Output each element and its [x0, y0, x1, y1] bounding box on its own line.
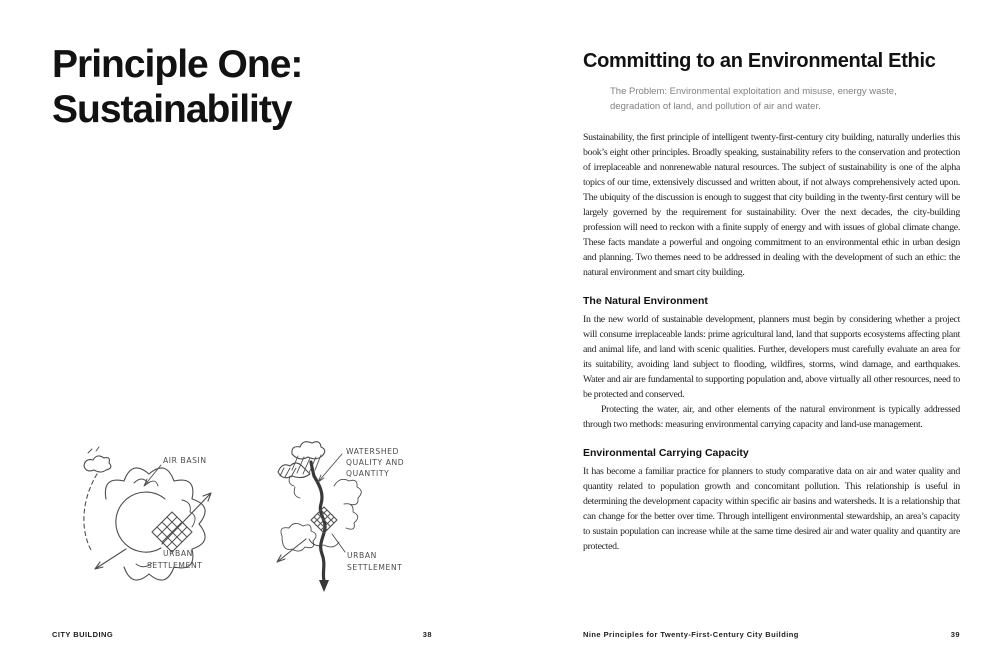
body-text: [583, 130, 960, 554]
paragraph: Protecting the water, air, and other elements of the natural environment is typically addressed through two methods: measuring environmental carrying capacity and land-use management.: [583, 404, 960, 430]
left-page-footer: [52, 630, 432, 639]
cloud-scribble-icon: [84, 447, 111, 472]
air-basin-label: AIR BASIN: [163, 456, 207, 465]
watershed-label-line3: QUANTITY: [346, 469, 390, 478]
right-page-column: [583, 50, 960, 554]
intro-paragraph: Sustainability, the first principle of intelligent twenty-first-century city building, naturally underlies this book’s eight other principles. Broadly speaking, sustainability refers to the conservation and protection of irreplaceable and nonrenewable natural resources. The subject of sustainability is one of the alpha topics of our time, extensively discussed and written about, if not always comprehensively acted upon. The ubiquity of the discussion is enough to suggest that city building in the twenty-first century will be largely governed by the requirement for sustainability. Over the next decades, the city-building profession will need to reckon with a finite supply of energy and with issues of global climate change. These facts mandate a powerful and ongoing commitment to an environmental ethic in urban design and planning. Two themes need to be addressed in dealing with the development of such an ethic: the natural environment and smart city building.: [583, 132, 960, 278]
page-number-left: 38: [422, 630, 432, 639]
urban-settlement-label-line1: URBAN: [347, 551, 377, 560]
southwest-arrow-icon: [95, 549, 126, 569]
dashed-airflow-line: [84, 474, 97, 550]
subheading-carrying-capacity: Environmental Carrying Capacity: [583, 447, 749, 459]
running-title-right: Nine Principles for Twenty-First-Century City Building: [583, 630, 799, 639]
rain-cloud-icon: [292, 442, 325, 474]
air-basin-circle: [116, 492, 165, 552]
problem-statement: The Problem: Environmental exploitation and misuse, energy waste, degradation of land, and pollution of air and water.: [610, 86, 897, 112]
subheading-natural-environment: The Natural Environment: [583, 295, 708, 307]
settlement-pointer-line: [332, 534, 345, 552]
chapter-heading: Committing to an Environmental Ethic: [583, 50, 936, 72]
air-basin-pointer-line: [144, 465, 161, 486]
river-line: [311, 462, 329, 592]
page-title: [52, 42, 302, 132]
urban-settlement-label-line1: URBAN: [163, 549, 193, 558]
air-basin-sketch: [64, 442, 254, 592]
right-page-footer: [583, 630, 960, 639]
paragraph: In the new world of sustainable development, planners must begin by considering whether a project will consume irreplaceable lands: prime agricultural land, land that supports ecosystems affecting plant and animal life, and land with scenic qualities. Further, developers must carefully evaluate an area for its suitability, avoiding land subject to flooding, wildfires, storms, wind damage, and earthquakes. Water and air are fundamental to supporting population and, above virtually all other resources, need to be protected and conserved.: [583, 314, 960, 400]
paragraph: It has become a familiar practice for planners to study comparative data on air and water quality and quantity related to population growth and concomitant pollution. This relationship is useful in determining the development capacity within specific air basins and watersheds. It is a relationship that can change for the better over time. Through intelligent environmental stewardship, an area’s capacity to sustain population can increase while at the same time desired air and water quality and quantity are protected.: [583, 466, 960, 552]
running-title-left: CITY BUILDING: [52, 630, 114, 639]
page-title-line1: Principle One:: [52, 43, 303, 86]
urban-settlement-label-line2: SETTLEMENT: [347, 563, 403, 572]
watershed-label-line1: WATERSHED: [346, 447, 399, 456]
urban-grid-icon: [152, 512, 192, 552]
watershed-sketch: [254, 424, 444, 602]
watershed-label-line2: QUALITY AND: [346, 458, 405, 467]
page-title-line2: Sustainability: [52, 88, 292, 131]
page-number-right: 39: [950, 630, 960, 639]
urban-settlement-label-line2: SETTLEMENT: [147, 561, 203, 570]
watershed-pointer-line: [318, 454, 342, 482]
